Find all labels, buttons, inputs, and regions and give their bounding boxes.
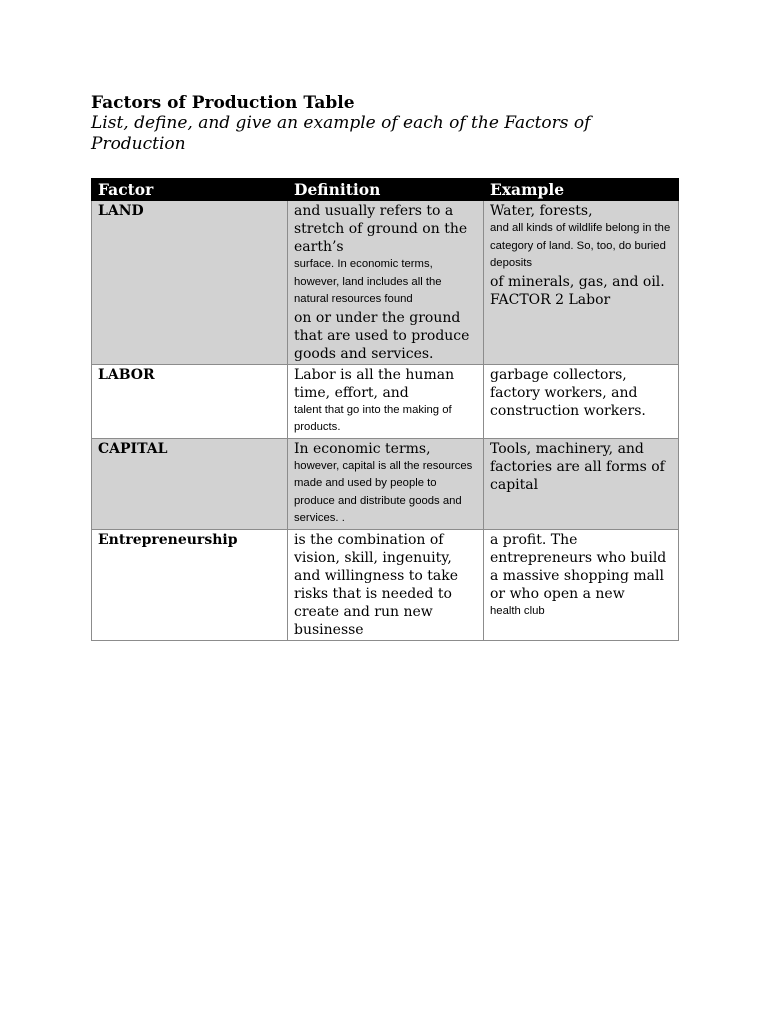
- definition-cell: [288, 438, 484, 529]
- example-cell: [484, 529, 679, 640]
- document-subtitle: List, define, and give an example of each of the Factors of Production: [91, 113, 591, 154]
- table-row-land: [92, 201, 679, 365]
- example-cell: [484, 438, 679, 529]
- header-definition: Definition: [288, 179, 484, 201]
- factor-cell: LABOR: [92, 364, 288, 438]
- example-text: FACTOR 2 Labor: [490, 291, 611, 308]
- definition-text: surface. In economic terms, however, land includes all the natural resources found: [294, 258, 442, 305]
- example-text: garbage collectors, factory workers, and construction workers.: [490, 366, 646, 419]
- definition-text: is the combination of vision, skill, ingenuity, and willingness to take risks that is needed to create and run new businesse: [294, 531, 459, 638]
- table-row-capital: [92, 438, 679, 529]
- definition-text: however, capital is all the resources made and used by people to produce and distribute goods and services. .: [294, 459, 473, 524]
- example-cell: [484, 201, 679, 365]
- definition-cell: [288, 364, 484, 438]
- factors-table: [91, 178, 679, 641]
- definition-text: and usually refers to a stretch of ground on the earth’s: [294, 203, 468, 255]
- factor-cell: CAPITAL: [92, 438, 288, 529]
- header-example: Example: [484, 179, 679, 201]
- factor-cell: LAND: [92, 201, 288, 365]
- definition-text: on or under the ground that are used to produce goods and services.: [294, 309, 470, 362]
- definition-text: In economic terms,: [294, 440, 431, 457]
- example-text: a profit. The entrepreneurs who build a massive shopping mall or who open a new: [490, 531, 667, 602]
- example-text: Tools, machinery, and factories are all forms of capital: [490, 440, 665, 493]
- document-title: Factors of Production Table: [91, 93, 355, 113]
- table-header-row: [92, 179, 679, 201]
- table-row-entrepreneurship: [92, 529, 679, 640]
- example-cell: [484, 364, 679, 438]
- factor-cell: Entrepreneurship: [92, 529, 288, 640]
- example-text: and all kinds of wildlife belong in the category of land. So, too, do buried deposits: [490, 222, 671, 269]
- table-row-labor: [92, 364, 679, 438]
- definition-cell: [288, 529, 484, 640]
- definition-cell: [288, 201, 484, 365]
- header-factor: Factor: [92, 179, 288, 201]
- example-text: of minerals, gas, and oil.: [490, 273, 665, 290]
- definition-text: talent that go into the making of products.: [294, 403, 452, 433]
- example-text: Water, forests,: [490, 203, 593, 219]
- document-page: [91, 93, 678, 638]
- example-text: health club: [490, 604, 545, 617]
- definition-text: Labor is all the human time, effort, and: [294, 366, 455, 401]
